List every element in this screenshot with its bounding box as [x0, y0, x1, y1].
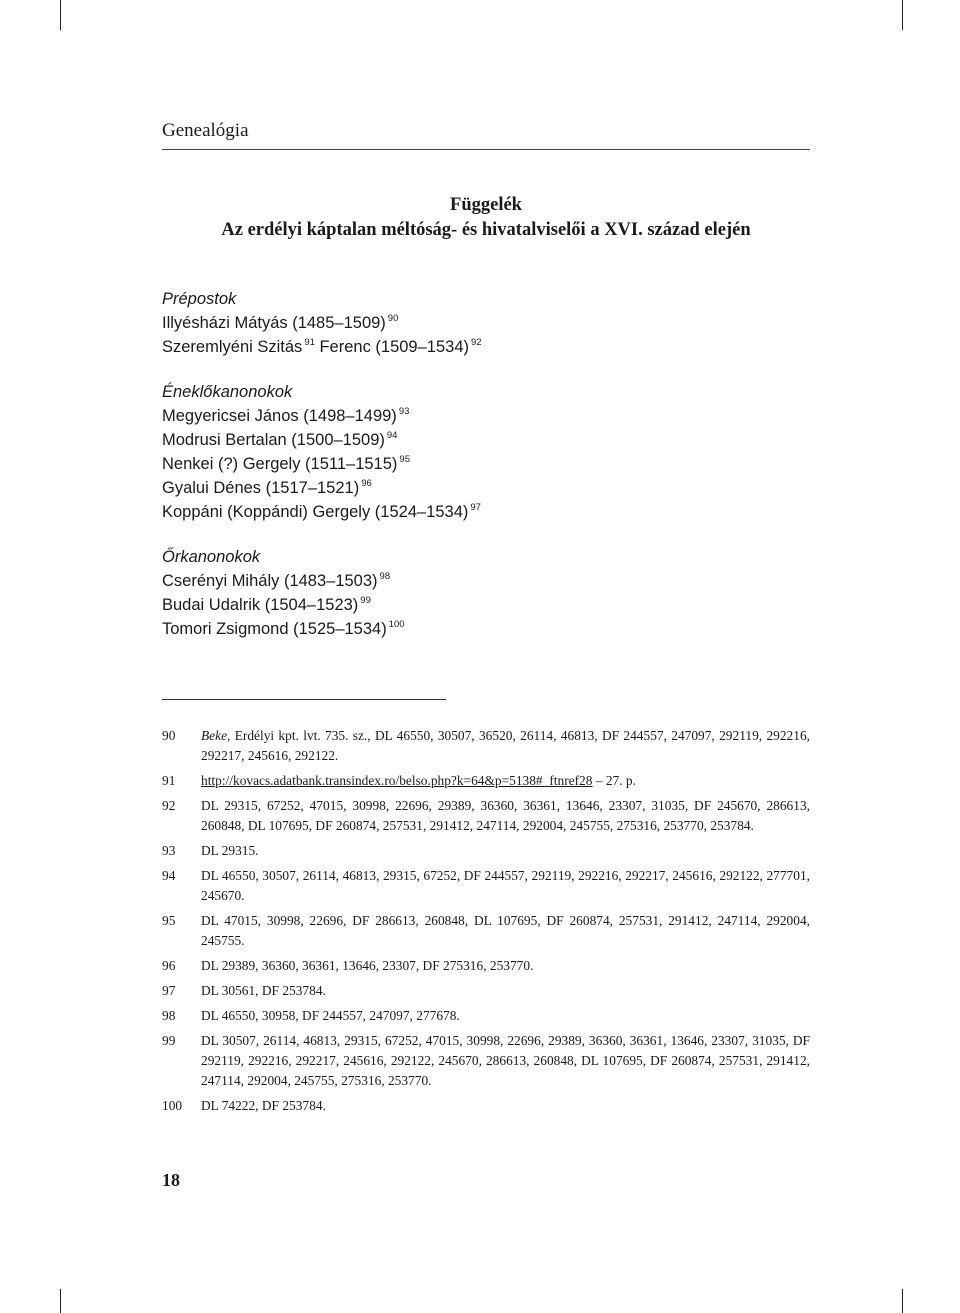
office-holder-entry: [162, 617, 810, 641]
footnote-number: 95: [162, 913, 176, 928]
footnote-rule: [162, 699, 446, 700]
footnote: [162, 1031, 810, 1091]
entry-text: Megyericsei János (1498–1499): [162, 407, 397, 425]
footnotes: [162, 726, 810, 1121]
appendix-title-block: [162, 193, 810, 243]
section-heading: Őrkanonokok: [162, 548, 261, 566]
footnote-source-text: DL 30561, DF 253784.: [201, 983, 326, 998]
footnote-number: 96: [162, 958, 176, 973]
footnote-source-text: DL 47015, 30998, 22696, DF 286613, 260848, DL 107695, DF 260874, 257531, 291412, 247114, 292004, 245755.: [201, 913, 810, 948]
footnote-ref: 90: [387, 313, 399, 324]
footnote-text: [201, 726, 810, 766]
crop-mark-bottom-right: [902, 1289, 903, 1313]
section: [162, 545, 810, 641]
footnote-ref: 99: [360, 595, 371, 606]
footnote-text: [201, 841, 810, 861]
footnote: [162, 1096, 810, 1116]
footnote-number: 90: [162, 728, 176, 743]
footnote-ref: 97: [470, 502, 481, 513]
footnote-ref: 91: [304, 337, 315, 348]
footnote-link[interactable]: http://kovacs.adatbank.transindex.ro/belso.php?k=64&p=5138#_ftnref28: [201, 773, 593, 788]
footnote: [162, 866, 810, 906]
footnote-source-text: DL 46550, 30507, 26114, 46813, 29315, 67252, DF 244557, 292119, 292216, 292217, 245616, 292122, 277701, 245670.: [201, 868, 810, 903]
footnote-text: [201, 1096, 810, 1116]
entry-text: Koppáni (Koppándi) Gergely (1524–1534): [162, 503, 469, 521]
footnote: [162, 911, 810, 951]
footnote-number: 91: [162, 773, 176, 788]
crop-mark-bottom-left: [60, 1289, 61, 1313]
office-holder-entry: [162, 476, 810, 500]
office-holder-entry: [162, 452, 810, 476]
office-holder-entry: [162, 569, 810, 593]
entry-text: Nenkei (?) Gergely (1511–1515): [162, 455, 398, 473]
entry-text: Illyésházi Mátyás (1485–1509): [162, 314, 386, 332]
entry-text: Cserényi Mihály (1483–1503): [162, 572, 378, 590]
footnote-ref: 98: [379, 571, 391, 582]
entry-text: Modrusi Bertalan (1500–1509): [162, 431, 385, 449]
footnote: [162, 796, 810, 836]
footnote-source-text: DL 74222, DF 253784.: [201, 1098, 326, 1113]
section: [162, 380, 810, 524]
header-rule: [162, 149, 810, 150]
footnote-text: [201, 866, 810, 906]
crop-mark-top-left: [60, 0, 61, 30]
footnote-text: [201, 771, 810, 791]
footnote-source-text: DL 29315, 67252, 47015, 30998, 22696, 29389, 36360, 36361, 13646, 23307, 31035, DF 245670, 286613, 260848, DL 107695, DF 260874, 257531, 291412, 247114, 292004, 245755, 275316, 253770, 253784.: [201, 798, 810, 833]
footnote-text: [201, 1031, 810, 1091]
footnote-text: [201, 981, 810, 1001]
footnote-number: 99: [162, 1033, 176, 1048]
office-holder-entry: [162, 593, 810, 617]
entry-text: Gyalui Dénes (1517–1521): [162, 479, 360, 497]
footnote-text: [201, 911, 810, 951]
entry-text: Budai Udalrik (1504–1523): [162, 596, 359, 614]
crop-mark-top-right: [902, 0, 903, 30]
office-holder-entry: [162, 404, 810, 428]
office-holder-entry: [162, 311, 810, 335]
footnote-number: 100: [162, 1098, 183, 1113]
footnote: [162, 841, 810, 861]
footnote-source-text: – 27. p.: [592, 773, 636, 788]
entry-text: Ferenc (1509–1534): [314, 338, 469, 356]
footnote-ref: 92: [471, 337, 482, 348]
footnote: [162, 771, 810, 791]
section-heading: Éneklőkanonokok: [162, 383, 293, 401]
entry-text: Tomori Zsigmond (1525–1534): [162, 620, 387, 638]
footnote: [162, 981, 810, 1001]
office-holder-entry: [162, 428, 810, 452]
footnote-ref: 94: [386, 430, 398, 441]
footnote-ref: 95: [399, 454, 410, 465]
footnote-text: [201, 956, 810, 976]
footnote: [162, 1006, 810, 1026]
footnote-number: 97: [162, 983, 176, 998]
office-holder-entry: [162, 500, 810, 524]
footnote-text: [201, 796, 810, 836]
section: [162, 287, 810, 359]
footnote: [162, 956, 810, 976]
office-holder-lists: [162, 287, 810, 662]
footnote-number: 93: [162, 843, 176, 858]
appendix-subtitle: Az erdélyi káptalan méltóság- és hivatalviselői a XVI. század elején: [221, 220, 751, 240]
footnote-ref: 100: [388, 619, 405, 630]
footnote-ref: 96: [361, 478, 372, 489]
footnote-source-text: DL 29315.: [201, 843, 259, 858]
running-head: Genealógia: [162, 120, 249, 141]
footnote: [162, 726, 810, 766]
section-heading: Prépostok: [162, 290, 237, 308]
footnote-source-text: DL 29389, 36360, 36361, 13646, 23307, DF 275316, 253770.: [201, 958, 534, 973]
page-number: 18: [162, 1170, 180, 1190]
footnote-author: Beke,: [201, 728, 231, 743]
footnote-number: 94: [162, 868, 176, 883]
office-holder-entry: [162, 335, 810, 359]
footnote-text: [201, 1006, 810, 1026]
footnote-number: 92: [162, 798, 176, 813]
appendix-title: Függelék: [450, 195, 522, 215]
entry-text: Szeremlyéni Szitás: [162, 338, 303, 356]
footnote-source-text: Erdélyi kpt. lvt. 735. sz., DL 46550, 30507, 36520, 26114, 46813, DF 244557, 247097, 292119, 292216, 292217, 245616, 292122.: [201, 728, 810, 763]
footnote-ref: 93: [398, 406, 410, 417]
footnote-source-text: DL 30507, 26114, 46813, 29315, 67252, 47015, 30998, 22696, 29389, 36360, 36361, 13646, 23307, 31035, DF 292119, 292216, 292217, 245616, 292122, 245670, 286613, 260848, DL 107695, DF 260874, 257531, 291412, 247114, 292004, 245755, 275316, 253770.: [201, 1033, 810, 1088]
footnote-number: 98: [162, 1008, 176, 1023]
footnote-source-text: DL 46550, 30958, DF 244557, 247097, 277678.: [201, 1008, 460, 1023]
